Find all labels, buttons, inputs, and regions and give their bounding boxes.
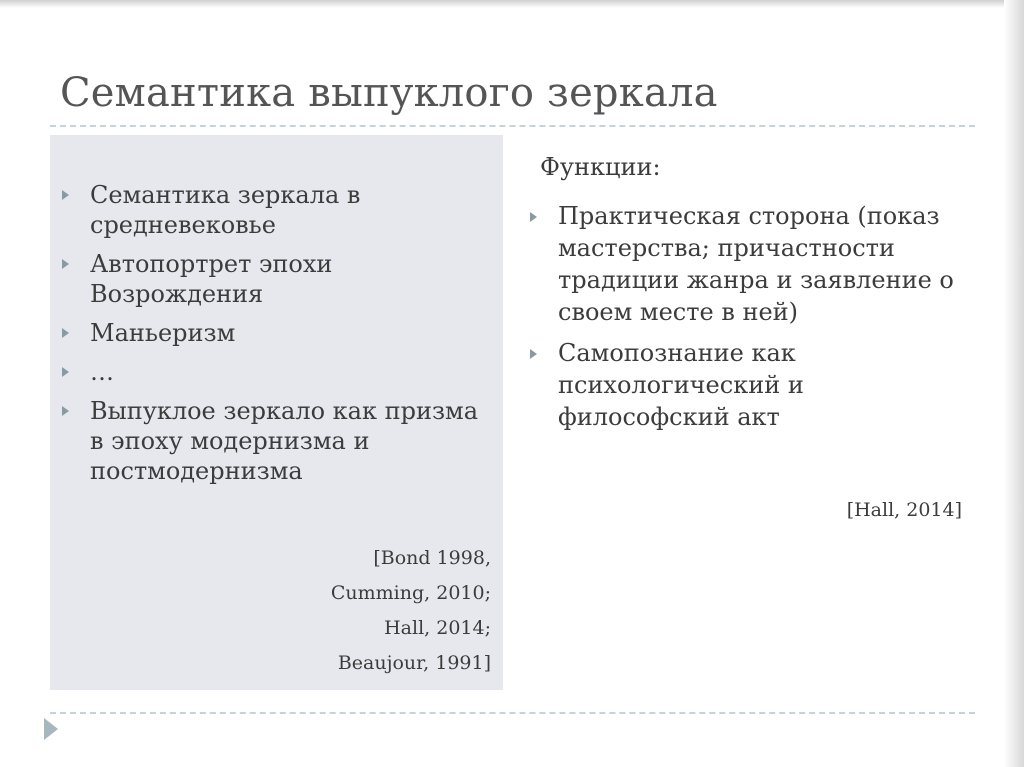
- list-item-text: …: [90, 358, 114, 386]
- triangle-bullet-icon: [530, 212, 537, 222]
- list-item-text: Семантика зеркала в средневековье: [90, 181, 361, 239]
- list-item-text: Самопознание как психологический и философский акт: [558, 339, 804, 431]
- list-item: [62, 318, 497, 348]
- footer-divider: [50, 712, 975, 714]
- triangle-bullet-icon: [530, 349, 537, 359]
- reference-line: Beaujour, 1991]: [337, 652, 491, 674]
- triangle-bullet-icon: [62, 259, 69, 269]
- left-references: [331, 541, 491, 681]
- next-slide-arrow-icon[interactable]: [44, 718, 58, 740]
- slide-top-edge: [0, 0, 1024, 8]
- list-item: [62, 180, 497, 240]
- list-item: [62, 357, 497, 387]
- triangle-bullet-icon: [62, 406, 69, 416]
- reference-line: Hall, 2014;: [384, 617, 491, 639]
- reference-line: [Bond 1998,: [373, 547, 491, 569]
- title-divider: [50, 125, 975, 127]
- right-bullet-list: [530, 200, 970, 442]
- slide-title: Семантика выпуклого зеркала: [60, 70, 718, 116]
- left-bullet-list: [62, 180, 497, 495]
- triangle-bullet-icon: [62, 328, 69, 338]
- slide-right-edge: [1004, 0, 1024, 767]
- list-item: [62, 396, 497, 486]
- left-content-panel: [50, 135, 503, 690]
- triangle-bullet-icon: [62, 367, 69, 377]
- list-item-text: Маньеризм: [90, 319, 236, 347]
- list-item: [530, 200, 970, 328]
- list-item-text: Практическая сторона (показ мастерства; причастности традиции жанра и заявление о своем месте в ней): [558, 202, 954, 326]
- triangle-bullet-icon: [62, 190, 69, 200]
- right-reference: [Hall, 2014]: [846, 499, 962, 521]
- list-item-text: Автопортрет эпохи Возрождения: [90, 250, 333, 308]
- reference-line: Cumming, 2010;: [330, 582, 491, 604]
- functions-heading: Функции:: [540, 153, 661, 181]
- list-item: [530, 337, 970, 433]
- list-item-text: Выпуклое зеркало как призма в эпоху модернизма и постмодернизма: [90, 397, 479, 485]
- list-item: [62, 249, 497, 309]
